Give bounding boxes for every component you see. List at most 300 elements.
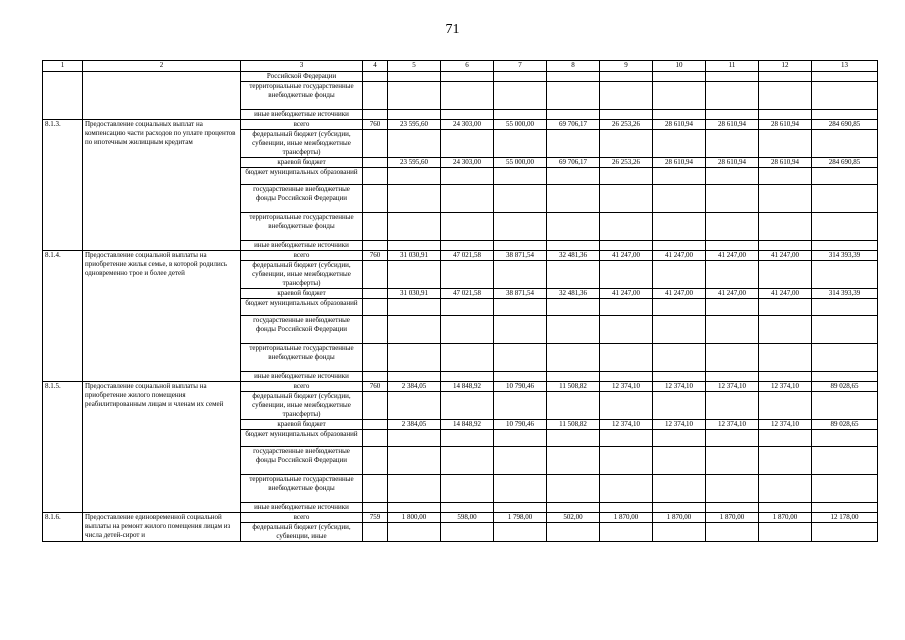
value-cell: 598,00 [441, 513, 494, 523]
value-cell: 12 374,10 [759, 382, 812, 392]
value-cell [494, 168, 547, 185]
value-cell: 284 690,85 [812, 120, 878, 130]
value-cell [494, 430, 547, 447]
value-cell [653, 261, 706, 289]
source-cell: бюджет муниципальных образований [241, 168, 363, 185]
value-cell [600, 110, 653, 120]
value-cell [759, 213, 812, 241]
value-cell: 28 610,94 [706, 120, 759, 130]
kbk-cell [363, 420, 388, 430]
program-name: Предоставление социальной выплаты на приобретение жилого помещения реабилитированным лицам и членам их семей [83, 382, 241, 513]
program-code: 8.1.5. [43, 382, 83, 513]
value-cell [388, 503, 441, 513]
kbk-cell [363, 185, 388, 213]
source-cell: краевой бюджет [241, 158, 363, 168]
source-cell: территориальные государственные внебюджетные фонды [241, 213, 363, 241]
value-cell: 284 690,85 [812, 158, 878, 168]
value-cell [441, 185, 494, 213]
value-cell [600, 241, 653, 251]
value-cell: 41 247,00 [706, 251, 759, 261]
value-cell [441, 316, 494, 344]
value-cell [812, 503, 878, 513]
value-cell: 1 798,00 [494, 513, 547, 523]
value-cell [706, 392, 759, 420]
value-cell: 28 610,94 [653, 120, 706, 130]
value-cell [706, 82, 759, 110]
value-cell [759, 447, 812, 475]
value-cell [547, 213, 600, 241]
value-cell [706, 168, 759, 185]
value-cell [812, 299, 878, 316]
value-cell [653, 168, 706, 185]
value-cell [706, 261, 759, 289]
value-cell: 24 303,00 [441, 120, 494, 130]
value-cell: 14 848,92 [441, 382, 494, 392]
value-cell: 32 481,36 [547, 251, 600, 261]
value-cell [388, 392, 441, 420]
source-cell: иные внебюджетные источники [241, 241, 363, 251]
program-code: 8.1.4. [43, 251, 83, 382]
value-cell: 1 870,00 [759, 513, 812, 523]
value-cell: 2 384,05 [388, 382, 441, 392]
value-cell [441, 475, 494, 503]
value-cell [600, 523, 653, 542]
value-cell [547, 185, 600, 213]
value-cell [547, 82, 600, 110]
source-cell: федеральный бюджет (субсидии, субвенции, иные межбюджетные трансферты) [241, 261, 363, 289]
source-cell: иные внебюджетные источники [241, 503, 363, 513]
column-header: 5 [388, 61, 441, 72]
value-cell [653, 503, 706, 513]
kbk-cell [363, 447, 388, 475]
value-cell: 12 374,10 [653, 420, 706, 430]
value-cell [759, 316, 812, 344]
value-cell [494, 503, 547, 513]
value-cell [706, 430, 759, 447]
value-cell [388, 523, 441, 542]
program-name: Предоставление единовременной социальной выплаты на ремонт жилого помещения лицам из числа детей-сирот и [83, 513, 241, 542]
column-header: 10 [653, 61, 706, 72]
value-cell [812, 261, 878, 289]
value-cell [759, 185, 812, 213]
value-cell: 31 030,91 [388, 289, 441, 299]
value-cell [547, 316, 600, 344]
value-cell [388, 344, 441, 372]
value-cell [388, 475, 441, 503]
value-cell [547, 503, 600, 513]
source-cell: государственные внебюджетные фонды Российской Федерации [241, 447, 363, 475]
value-cell [653, 82, 706, 110]
value-cell: 41 247,00 [759, 251, 812, 261]
value-cell [547, 299, 600, 316]
value-cell: 89 028,65 [812, 382, 878, 392]
value-cell [706, 503, 759, 513]
value-cell [653, 523, 706, 542]
value-cell [441, 241, 494, 251]
value-cell [653, 72, 706, 82]
source-cell: территориальные государственные внебюджетные фонды [241, 344, 363, 372]
value-cell [547, 110, 600, 120]
kbk-cell [363, 475, 388, 503]
value-cell [812, 447, 878, 475]
value-cell [653, 392, 706, 420]
value-cell [812, 316, 878, 344]
value-cell [812, 392, 878, 420]
kbk-cell [363, 261, 388, 289]
value-cell [653, 110, 706, 120]
value-cell [441, 168, 494, 185]
kbk-cell [363, 289, 388, 299]
value-cell [388, 316, 441, 344]
source-cell: всего [241, 251, 363, 261]
code-cell [43, 72, 83, 120]
value-cell: 2 384,05 [388, 420, 441, 430]
value-cell: 89 028,65 [812, 420, 878, 430]
value-cell [600, 316, 653, 344]
value-cell [547, 475, 600, 503]
value-cell [441, 344, 494, 372]
value-cell: 12 374,10 [759, 420, 812, 430]
value-cell [600, 261, 653, 289]
value-cell [547, 72, 600, 82]
program-name: Предоставление социальных выплат на компенсацию части расходов по уплате процентов по ипотечным жилищным кредитам [83, 120, 241, 251]
value-cell [759, 299, 812, 316]
value-cell [388, 299, 441, 316]
column-header: 4 [363, 61, 388, 72]
value-cell [547, 392, 600, 420]
value-cell [547, 130, 600, 158]
value-cell [706, 344, 759, 372]
value-cell [441, 447, 494, 475]
value-cell [600, 430, 653, 447]
value-cell: 10 790,46 [494, 420, 547, 430]
value-cell [600, 372, 653, 382]
column-header: 2 [83, 61, 241, 72]
value-cell [759, 130, 812, 158]
value-cell [812, 213, 878, 241]
kbk-cell: 760 [363, 382, 388, 392]
value-cell: 1 800,00 [388, 513, 441, 523]
value-cell [653, 344, 706, 372]
source-cell: государственные внебюджетные фонды Российской Федерации [241, 316, 363, 344]
value-cell [441, 130, 494, 158]
kbk-cell [363, 110, 388, 120]
value-cell [600, 213, 653, 241]
value-cell [441, 110, 494, 120]
value-cell [706, 213, 759, 241]
kbk-cell [363, 82, 388, 110]
source-cell: всего [241, 382, 363, 392]
value-cell [812, 475, 878, 503]
value-cell [653, 475, 706, 503]
value-cell [600, 392, 653, 420]
value-cell [653, 430, 706, 447]
column-header: 1 [43, 61, 83, 72]
kbk-cell [363, 503, 388, 513]
value-cell: 28 610,94 [759, 120, 812, 130]
value-cell [600, 447, 653, 475]
value-cell [812, 344, 878, 372]
value-cell [388, 168, 441, 185]
value-cell: 14 848,92 [441, 420, 494, 430]
program-name: Предоставление социальной выплаты на приобретение жилья семье, в которой родились одновременно трое и более детей [83, 251, 241, 382]
value-cell [653, 372, 706, 382]
value-cell [388, 72, 441, 82]
source-cell: иные внебюджетные источники [241, 372, 363, 382]
value-cell [600, 82, 653, 110]
source-cell: федеральный бюджет (субсидии, субвенции, иные [241, 523, 363, 542]
value-cell [494, 299, 547, 316]
source-cell: бюджет муниципальных образований [241, 430, 363, 447]
value-cell [494, 130, 547, 158]
value-cell [441, 299, 494, 316]
value-cell [441, 213, 494, 241]
value-cell [706, 72, 759, 82]
value-cell [441, 430, 494, 447]
kbk-cell [363, 72, 388, 82]
value-cell: 1 870,00 [653, 513, 706, 523]
value-cell [600, 168, 653, 185]
source-cell: иные внебюджетные источники [241, 110, 363, 120]
column-header: 12 [759, 61, 812, 72]
value-cell [388, 213, 441, 241]
value-cell: 11 508,82 [547, 420, 600, 430]
value-cell [706, 130, 759, 158]
value-cell: 23 595,60 [388, 120, 441, 130]
value-cell: 38 871,54 [494, 251, 547, 261]
source-cell: всего [241, 513, 363, 523]
value-cell [706, 299, 759, 316]
source-cell: территориальные государственные внебюджетные фонды [241, 475, 363, 503]
value-cell [653, 213, 706, 241]
value-cell [494, 241, 547, 251]
source-cell: бюджет муниципальных образований [241, 299, 363, 316]
value-cell [759, 344, 812, 372]
carryover-row [43, 72, 878, 82]
value-cell [494, 372, 547, 382]
kbk-cell [363, 316, 388, 344]
value-cell: 502,00 [547, 513, 600, 523]
kbk-cell [363, 213, 388, 241]
value-cell [494, 82, 547, 110]
value-cell [812, 168, 878, 185]
value-cell [812, 523, 878, 542]
value-cell [494, 447, 547, 475]
value-cell [547, 430, 600, 447]
value-cell [547, 261, 600, 289]
value-cell [441, 503, 494, 513]
value-cell: 12 374,10 [653, 382, 706, 392]
source-cell: федеральный бюджет (субсидии, субвенции, иные межбюджетные трансферты) [241, 392, 363, 420]
value-cell [706, 475, 759, 503]
value-cell [547, 168, 600, 185]
program-code: 8.1.6. [43, 513, 83, 542]
value-cell [494, 475, 547, 503]
value-cell [653, 299, 706, 316]
kbk-cell: 760 [363, 251, 388, 261]
value-cell: 10 790,46 [494, 382, 547, 392]
kbk-cell [363, 430, 388, 447]
program-name-cell [83, 72, 241, 120]
value-cell [759, 523, 812, 542]
value-cell [441, 523, 494, 542]
value-cell [388, 241, 441, 251]
value-cell: 28 610,94 [759, 158, 812, 168]
value-cell [600, 475, 653, 503]
source-cell: всего [241, 120, 363, 130]
program-row [43, 251, 878, 261]
value-cell: 32 481,36 [547, 289, 600, 299]
value-cell [388, 82, 441, 110]
value-cell [812, 82, 878, 110]
value-cell [494, 261, 547, 289]
value-cell [441, 82, 494, 110]
value-cell [494, 213, 547, 241]
value-cell [812, 372, 878, 382]
value-cell: 26 253,26 [600, 158, 653, 168]
value-cell [547, 344, 600, 372]
value-cell: 314 393,39 [812, 251, 878, 261]
value-cell [653, 316, 706, 344]
value-cell [759, 372, 812, 382]
value-cell [759, 475, 812, 503]
value-cell [759, 72, 812, 82]
kbk-cell: 759 [363, 513, 388, 523]
budget-table [42, 60, 878, 542]
value-cell: 47 021,58 [441, 251, 494, 261]
value-cell [547, 447, 600, 475]
value-cell [547, 372, 600, 382]
column-header: 8 [547, 61, 600, 72]
value-cell [653, 241, 706, 251]
value-cell [494, 316, 547, 344]
value-cell [441, 72, 494, 82]
value-cell: 69 706,17 [547, 158, 600, 168]
kbk-cell [363, 158, 388, 168]
value-cell [759, 261, 812, 289]
value-cell [706, 241, 759, 251]
column-header: 13 [812, 61, 878, 72]
value-cell: 31 030,91 [388, 251, 441, 261]
value-cell [600, 299, 653, 316]
value-cell [600, 344, 653, 372]
value-cell [441, 392, 494, 420]
value-cell [494, 72, 547, 82]
column-header: 3 [241, 61, 363, 72]
program-code: 8.1.3. [43, 120, 83, 251]
value-cell: 55 000,00 [494, 120, 547, 130]
value-cell [812, 241, 878, 251]
value-cell: 41 247,00 [653, 289, 706, 299]
value-cell [812, 130, 878, 158]
value-cell: 41 247,00 [653, 251, 706, 261]
column-header: 11 [706, 61, 759, 72]
value-cell [388, 430, 441, 447]
value-cell [494, 185, 547, 213]
value-cell: 11 508,82 [547, 382, 600, 392]
value-cell [759, 503, 812, 513]
value-cell [812, 185, 878, 213]
value-cell: 23 595,60 [388, 158, 441, 168]
value-cell [388, 185, 441, 213]
value-cell [388, 447, 441, 475]
value-cell [706, 316, 759, 344]
kbk-cell [363, 392, 388, 420]
value-cell [706, 110, 759, 120]
value-cell [441, 261, 494, 289]
value-cell [600, 130, 653, 158]
source-cell: государственные внебюджетные фонды Российской Федерации [241, 185, 363, 213]
kbk-cell [363, 168, 388, 185]
kbk-cell [363, 241, 388, 251]
program-row [43, 382, 878, 392]
value-cell [812, 110, 878, 120]
value-cell: 41 247,00 [759, 289, 812, 299]
value-cell: 24 303,00 [441, 158, 494, 168]
value-cell: 314 393,39 [812, 289, 878, 299]
value-cell: 28 610,94 [653, 158, 706, 168]
value-cell [547, 241, 600, 251]
value-cell [759, 168, 812, 185]
source-cell: краевой бюджет [241, 420, 363, 430]
kbk-cell: 760 [363, 120, 388, 130]
program-row [43, 120, 878, 130]
header-row [43, 61, 878, 72]
value-cell: 12 374,10 [706, 382, 759, 392]
value-cell [494, 344, 547, 372]
value-cell [494, 110, 547, 120]
value-cell [494, 392, 547, 420]
value-cell: 26 253,26 [600, 120, 653, 130]
value-cell: 1 870,00 [706, 513, 759, 523]
value-cell [653, 185, 706, 213]
value-cell [759, 110, 812, 120]
value-cell [706, 185, 759, 213]
value-cell: 12 374,10 [600, 382, 653, 392]
value-cell: 47 021,58 [441, 289, 494, 299]
value-cell: 41 247,00 [600, 251, 653, 261]
value-cell [653, 447, 706, 475]
source-cell: краевой бюджет [241, 289, 363, 299]
kbk-cell [363, 372, 388, 382]
value-cell [706, 523, 759, 542]
value-cell: 41 247,00 [706, 289, 759, 299]
value-cell [441, 372, 494, 382]
column-header: 9 [600, 61, 653, 72]
value-cell [812, 430, 878, 447]
value-cell: 69 706,17 [547, 120, 600, 130]
value-cell: 12 374,10 [600, 420, 653, 430]
source-cell: Российской Федерации [241, 72, 363, 82]
kbk-cell [363, 130, 388, 158]
value-cell [759, 392, 812, 420]
column-header: 6 [441, 61, 494, 72]
value-cell [547, 523, 600, 542]
value-cell: 55 000,00 [494, 158, 547, 168]
value-cell [600, 72, 653, 82]
value-cell [812, 72, 878, 82]
kbk-cell [363, 523, 388, 542]
value-cell [388, 372, 441, 382]
value-cell [759, 82, 812, 110]
value-cell [388, 261, 441, 289]
value-cell: 12 374,10 [706, 420, 759, 430]
source-cell: федеральный бюджет (субсидии, субвенции, иные межбюджетные трансферты) [241, 130, 363, 158]
column-header: 7 [494, 61, 547, 72]
value-cell [759, 430, 812, 447]
value-cell: 38 871,54 [494, 289, 547, 299]
value-cell: 1 870,00 [600, 513, 653, 523]
